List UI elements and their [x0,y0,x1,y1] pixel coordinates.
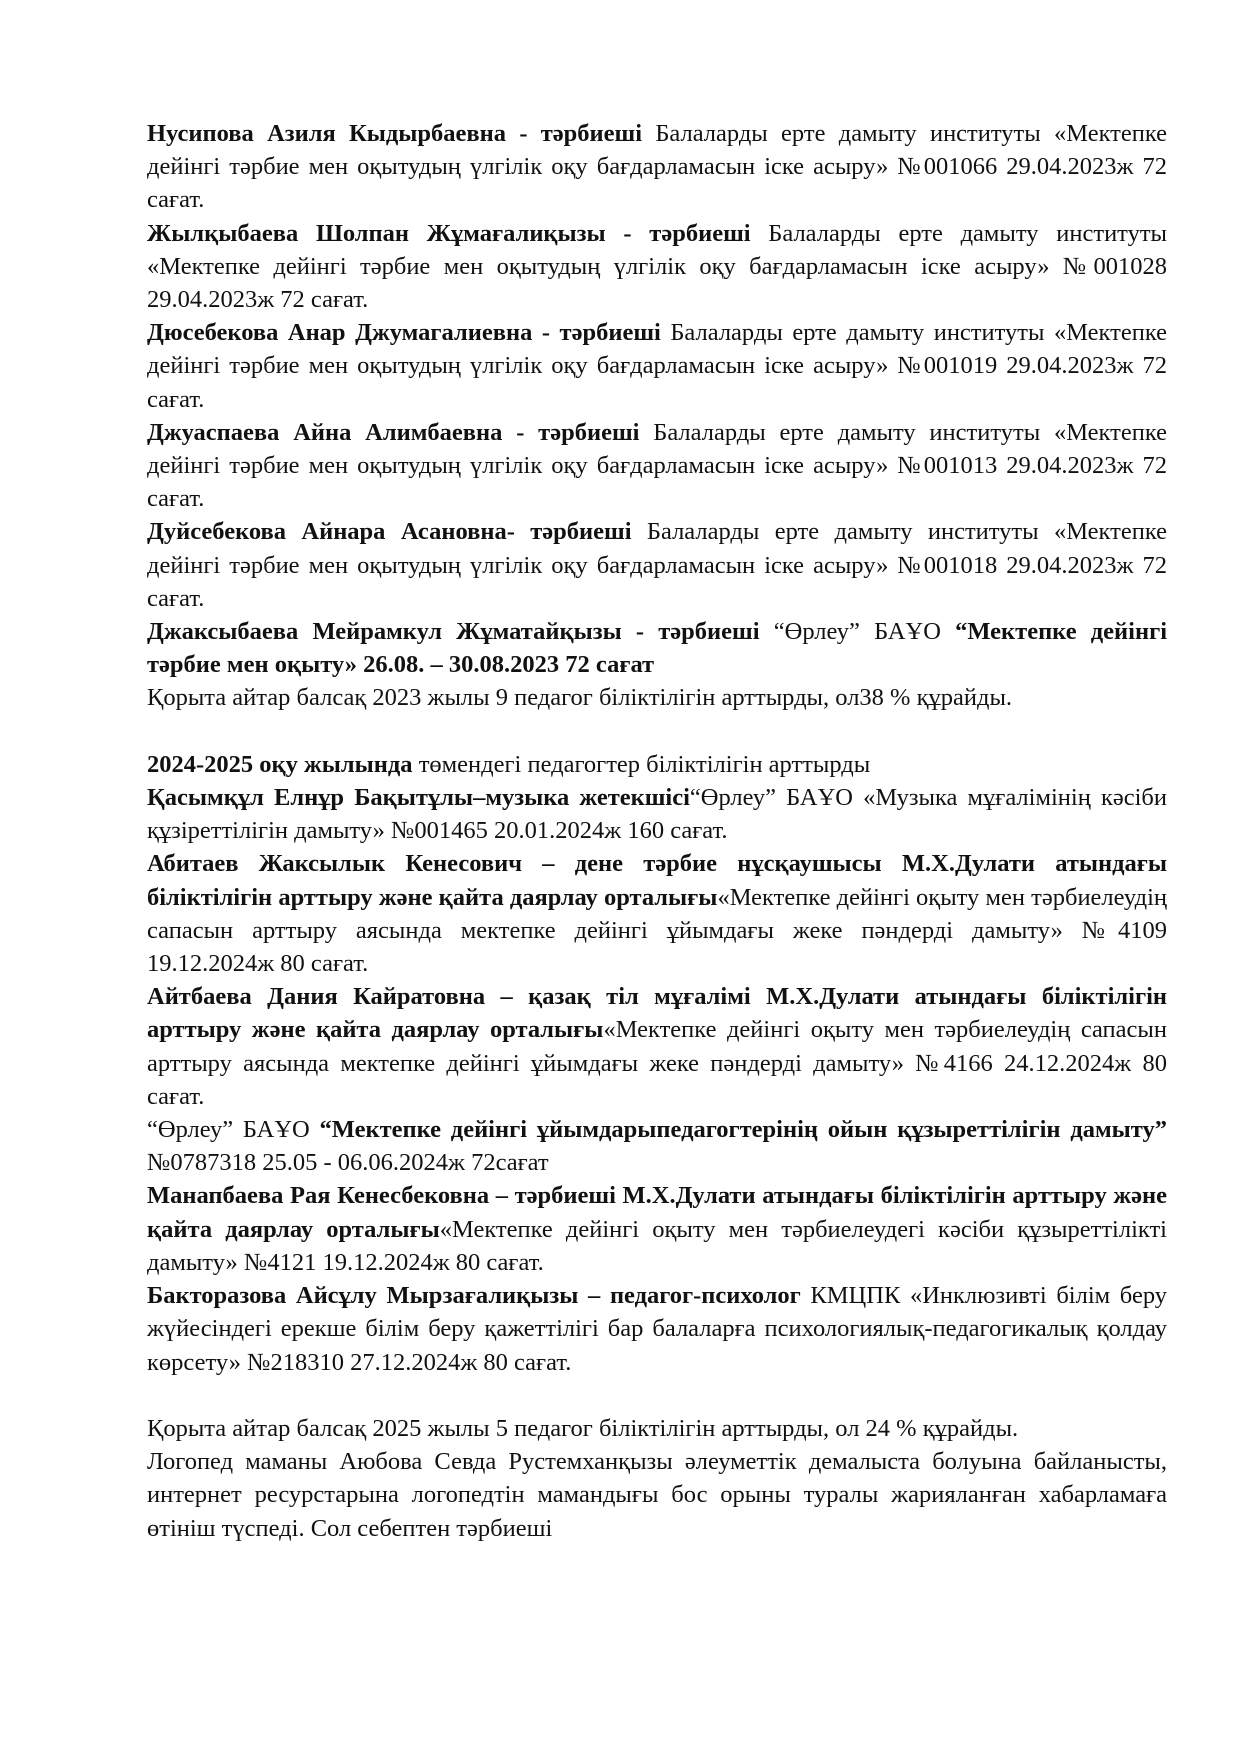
teacher-name: Дуйсебекова Айнара Асановна- тәрбиеші [147,518,632,546]
entry-kasymkul [147,781,1167,847]
entry-abitaev [147,847,1167,980]
certificate-info: №001018 29.04.2023ж 72 сағат. [147,551,1168,612]
course-title: «Мектепке дейінгі оқыту мен тәрбиелеудің сапасын арттыру аясында мектепке дейінгі ұйымдағы жеке пәндерді дамыту» [147,883,1168,944]
course-title: «Музыка мұғалімінің кәсіби құзіреттілігін дамыту» [147,784,1167,845]
teacher-name: Бакторазова Айсұлу Мырзағалиқызы – педагог-психолог [147,1282,801,1310]
course-org: Балаларды ерте дамыту институты [660,319,1045,347]
course-org: Балаларды ерте дамыту институты [631,518,1039,546]
certificate-info: №0787318 25.05 - 06.06.2024ж 72сағат [147,1149,549,1177]
entry-dyusebekova [147,316,1167,416]
teacher-name: Нусипова Азиля Кыдырбаевна - тәрбиеші [147,120,643,147]
document-page [147,117,1167,1545]
certificate-info: №001465 20.01.2024ж 160 сағат. [384,817,728,845]
course-org: “Өрлеу” БАҰО [759,618,941,646]
course-org: КМЦПК [800,1282,901,1310]
certificate-info: №001013 29.04.2023ж 72 сағат. [147,452,1168,513]
course-title: “Мектепке дейінгі тәрбие мен оқыту» 26.08. – 30.08.2023 72 сағат [147,618,1168,679]
certificate-info: №4166 24.12.2024ж 80 сағат. [147,1049,1167,1110]
course-title: «Мектепке дейінгі тәрбие мен оқытудың үлгілік оқу бағдарламасын іске асыру» [147,518,1167,579]
summary-2025: Қорыта айтар балсақ 2025 жылы 5 педагог біліктілігін арттырды, ол 24 % құрайды. [147,1414,1019,1442]
entry-dzhuaspaeva [147,416,1167,516]
entry-nusipova [147,117,1167,217]
certificate-info: №4121 19.12.2024ж 80 сағат. [237,1248,544,1276]
teacher-name: Қасымқұл Елнұр Бақытұлы–музыка жетекшісі [147,784,690,812]
final-paragraph: Логопед маманы Аюбова Севда Рустемханқызы әлеуметтік демалыста болуына байланысты, интернет ресурстарына логопедтін мамандығы бос орыны туралы жарияланған хабарламаға өтініш түспеді. Сол себептен тәрбиеші [147,1448,1167,1542]
teacher-name: Жылқыбаева Шолпан Жұмағалиқызы - тәрбиеші [147,219,751,247]
certificate-info: №4109 19.12.2024ж 80 сағат. [147,916,1167,978]
certificate-info: №218310 27.12.2024ж 80 сағат. [240,1348,572,1376]
entry-zhylkybaeva [147,217,1167,317]
entry-aitbaeva-extra [147,1113,1167,1179]
blank-line [147,715,1167,748]
course-title: «Мектепке дейінгі тәрбие мен оқытудың үлгілік оқу бағдарламасын іске асыру» [147,252,1050,280]
certificate-info: №001019 29.04.2023ж 72 сағат. [147,352,1168,413]
course-org: “Өрлеу” БАҰО [689,784,853,812]
year-heading-bold: 2024-2025 оқу жылында [147,750,413,778]
entry-manapbaeva [147,1179,1167,1279]
entry-dzhaksybaeva [147,615,1167,681]
course-org: Балаларды ерте дамыту институты [639,418,1041,446]
certificate-info: №001028 29.04.2023ж 72 сағат. [147,252,1167,314]
course-org: Балаларды ерте дамыту институты [642,120,1041,147]
course-title: «Мектепке дейінгі тәрбие мен оқытудың үлгілік оқу бағдарламасын іске асыру» [147,319,1167,380]
teacher-name: Джаксыбаева Мейрамкул Жұматайқызы - тәрбиеші [147,618,760,646]
certificate-info: №001066 29.04.2023ж 72 сағат. [147,153,1168,214]
course-org: “Өрлеу” БАҰО [147,1116,320,1144]
course-title: «Мектепке дейінгі оқыту мен тәрбиелеудегі кәсіби құзыреттілікті дамыту» [147,1215,1167,1276]
teacher-name: Дюсебекова Анар Джумагалиевна - тәрбиеші [147,319,661,347]
year-heading [147,748,1167,781]
year-heading-rest: төмендегі педагогтер біліктілігін арттырды [412,750,871,778]
course-org: Балаларды ерте дамыту институты [750,219,1167,247]
course-title: «Инклюзивті білім беру жүйесіндегі ерекше білім беру қажеттілігі бар балаларға психологиялық-педагогикалық қолдау көрсету» [147,1282,1167,1376]
course-title: «Мектепке дейінгі тәрбие мен оқытудың үлгілік оқу бағдарламасын іске асыру» [147,418,1167,480]
teacher-name-org: Айтбаева Дания Кайратовна – қазақ тіл мұғалімі М.Х.Дулати атындағы біліктілігін арттыру және қайта даярлау орталығы [147,983,1167,1044]
course-title: “Мектепке дейінгі ұйымдарыпедагогтерінің ойын құзыреттілігін дамыту” [319,1116,1168,1144]
teacher-name-org: Абитаев Жаксылык Кенесович – дене тәрбие нұсқаушысы М.Х.Дулати атындағы біліктілігін арттыру және қайта даярлау орталығы [147,850,1167,911]
teacher-name-org: Манапбаева Рая Кенесбековна – тәрбиеші М.Х.Дулати атындағы біліктілігін арттыру және қайта даярлау орталығы [147,1182,1167,1243]
entry-baktorazova [147,1279,1167,1379]
summary-2023: Қорыта айтар балсақ 2023 жылы 9 педагог біліктілігін арттырды, ол38 % құрайды. [147,684,1013,712]
teacher-name: Джуаспаева Айна Алимбаевна - тәрбиеші [147,418,640,446]
course-title: «Мектепке дейінгі тәрбие мен оқытудың үлгілік оқу бағдарламасын іске асыру» [147,120,1168,181]
entry-duysebekova [147,515,1167,615]
entry-aitbaeva [147,980,1167,1113]
course-title: «Мектепке дейінгі оқыту мен тәрбиелеудің сапасын арттыру аясында мектепке дейінгі ұйымдағы жеке пәндерді дамыту» [147,1016,1167,1077]
blank-line [147,1379,1167,1412]
